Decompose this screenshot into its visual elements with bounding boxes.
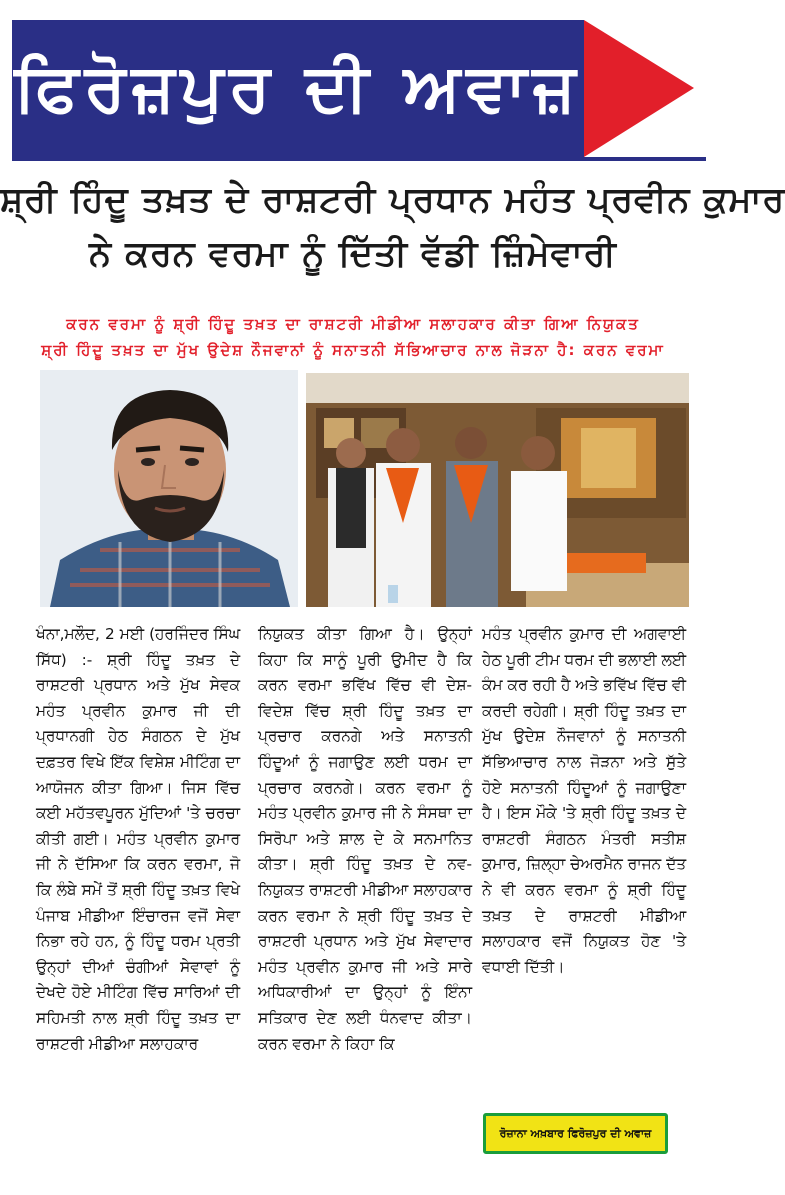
headline-line-2: ਨੇ ਕਰਨ ਵਰਮਾ ਨੂੰ ਦਿੱਤੀ ਵੱਡੀ ਜ਼ਿੰਮੇਵਾਰੀ: [89, 234, 617, 274]
newspaper-badge: ਰੋਜ਼ਾਨਾ ਅਖ਼ਬਾਰ ਫਿਰੋਜ਼ਪੁਰ ਦੀ ਅਵਾਜ਼: [483, 1113, 668, 1154]
article-column-1: ਖੰਨਾ,ਮਲੌਦ, 2 ਮਈ (ਹਰਜਿੰਦਰ ਸਿੰਘ ਸਿੱਧ) :- ਸ਼੍ਰੀ ਹਿੰਦੂ ਤਖ਼ਤ ਦੇ ਰਾਸ਼ਟਰੀ ਪ੍ਰਧਾਨ ਅਤੇ ਮੁੱਖ ਸੇਵਕ ਮਹੰਤ ਪ੍ਰਵੀਨ ਕੁਮਾਰ ਜੀ ਦੀ ਪ੍ਰਧਾਨਗੀ ਹੇਠ ਸੰਗਠਨ ਦੇ ਮੁੱਖ ਦਫ਼ਤਰ ਵਿਖੇ ਇੱਕ ਵਿਸ਼ੇਸ਼ ਮੀਟਿੰਗ ਦਾ ਆਯੋਜਨ ਕੀਤਾ ਗਿਆ। ਜਿਸ ਵਿੱਚ ਕਈ ਮਹੱਤਵਪੂਰਨ ਮੁੱਦਿਆਂ 'ਤੇ ਚਰਚਾ ਕੀਤੀ ਗਈ। ਮਹੰਤ ਪ੍ਰਵੀਨ ਕੁਮਾਰ ਜੀ ਨੇ ਦੱਸਿਆ ਕਿ ਕਰਨ ਵਰਮਾ, ਜੋ ਕਿ ਲੰਬੇ ਸਮੇਂ ਤੋਂ ਸ਼੍ਰੀ ਹਿੰਦੂ ਤਖ਼ਤ ਵਿਖੇ ਪੰਜਾਬ ਮੀਡੀਆ ਇੰਚਾਰਜ ਵਜੋਂ ਸੇਵਾ ਨਿਭਾ ਰਹੇ ਹਨ, ਨੂੰ ਹਿੰਦੂ ਧਰਮ ਪ੍ਰਤੀ ਉਨ੍ਹਾਂ ਦੀਆਂ ਚੰਗੀਆਂ ਸੇਵਾਵਾਂ ਨੂੰ ਦੇਖਦੇ ਹੋਏ ਮੀਟਿੰਗ ਵਿੱਚ ਸਾਰਿਆਂ ਦੀ ਸਹਿਮਤੀ ਨਾਲ ਸ਼੍ਰੀ ਹਿੰਦੂ ਤਖ਼ਤ ਦਾ ਰਾਸ਼ਟਰੀ ਮੀਡੀਆ ਸਲਾਹਕਾਰ: [36, 625, 240, 1053]
subheading-1: ਕਰਨ ਵਰਮਾ ਨੂੰ ਸ਼੍ਰੀ ਹਿੰਦੂ ਤਖ਼ਤ ਦਾ ਰਾਸ਼ਟਰੀ ਮੀਡੀਆ ਸਲਾਹਕਾਰ ਕੀਤਾ ਗਿਆ ਨਿਯੁਕਤ: [66, 315, 640, 333]
article-column-3: ਮਹੰਤ ਪ੍ਰਵੀਨ ਕੁਮਾਰ ਦੀ ਅਗਵਾਈ ਹੇਠ ਪੂਰੀ ਟੀਮ ਧਰਮ ਦੀ ਭਲਾਈ ਲਈ ਕੰਮ ਕਰ ਰਹੀ ਹੈ ਅਤੇ ਭਵਿੱਖ ਵਿੱਚ ਵੀ ਕਰਦੀ ਰਹੇਗੀ। ਸ਼੍ਰੀ ਹਿੰਦੂ ਤਖ਼ਤ ਦਾ ਮੁੱਖ ਉਦੇਸ਼ ਨੌਜਵਾਨਾਂ ਨੂੰ ਸਨਾਤਨੀ ਸੱਭਿਆਚਾਰ ਨਾਲ ਜੋੜਨਾ ਅਤੇ ਸੁੱਤੇ ਹੋਏ ਸਨਾਤਨੀ ਹਿੰਦੂਆਂ ਨੂੰ ਜਗਾਉਣਾ ਹੈ। ਇਸ ਮੌਕੇ 'ਤੇ ਸ਼੍ਰੀ ਹਿੰਦੂ ਤਖ਼ਤ ਦੇ ਰਾਸ਼ਟਰੀ ਸੰਗਠਨ ਮੰਤਰੀ ਸਤੀਸ਼ ਕੁਮਾਰ, ਜ਼ਿਲ੍ਹਾ ਚੇਅਰਮੈਨ ਰਾਜਨ ਦੱਤ ਨੇ ਵੀ ਕਰਨ ਵਰਮਾ ਨੂੰ ਸ਼੍ਰੀ ਹਿੰਦੂ ਤਖ਼ਤ ਦੇ ਰਾਸ਼ਟਰੀ ਮੀਡੀਆ ਸਲਾਹਕਾਰ ਵਜੋਂ ਨਿਯੁਕਤ ਹੋਣ 'ਤੇ ਵਧਾਈ ਦਿੱਤੀ।: [482, 625, 686, 976]
article-body: [0, 622, 706, 1192]
masthead-arrow: [584, 20, 694, 157]
subheading-2: ਸ਼੍ਰੀ ਹਿੰਦੂ ਤਖ਼ਤ ਦਾ ਮੁੱਖ ਉਦੇਸ਼ ਨੌਜਵਾਨਾਂ ਨੂੰ ਸਨਾਤਨੀ ਸੱਭਿਆਚਾਰ ਨਾਲ ਜੋੜਨਾ ਹੈ: ਕਰਨ ਵਰਮਾ: [41, 341, 665, 359]
article-column-2: ਨਿਯੁਕਤ ਕੀਤਾ ਗਿਆ ਹੈ। ਉਨ੍ਹਾਂ ਕਿਹਾ ਕਿ ਸਾਨੂੰ ਪੂਰੀ ਉਮੀਦ ਹੈ ਕਿ ਕਰਨ ਵਰਮਾ ਭਵਿੱਖ ਵਿੱਚ ਵੀ ਦੇਸ਼-ਵਿਦੇਸ਼ ਵਿੱਚ ਸ਼੍ਰੀ ਹਿੰਦੂ ਤਖ਼ਤ ਦਾ ਪ੍ਰਚਾਰ ਕਰਨਗੇ ਅਤੇ ਸਨਾਤਨੀ ਹਿੰਦੂਆਂ ਨੂੰ ਜਗਾਉਣ ਲਈ ਧਰਮ ਦਾ ਪ੍ਰਚਾਰ ਕਰਨਗੇ। ਕਰਨ ਵਰਮਾ ਨੂੰ ਮਹੰਤ ਪ੍ਰਵੀਨ ਕੁਮਾਰ ਜੀ ਨੇ ਸੰਸਥਾ ਦਾ ਸਿਰੋਪਾ ਅਤੇ ਸ਼ਾਲ ਦੇ ਕੇ ਸਨਮਾਨਿਤ ਕੀਤਾ। ਸ਼੍ਰੀ ਹਿੰਦੂ ਤਖ਼ਤ ਦੇ ਨਵ-ਨਿਯੁਕਤ ਰਾਸ਼ਟਰੀ ਮੀਡੀਆ ਸਲਾਹਕਾਰ ਕਰਨ ਵਰਮਾ ਨੇ ਸ਼੍ਰੀ ਹਿੰਦੂ ਤਖ਼ਤ ਦੇ ਰਾਸ਼ਟਰੀ ਪ੍ਰਧਾਨ ਅਤੇ ਮੁੱਖ ਸੇਵਾਦਾਰ ਮਹੰਤ ਪ੍ਰਵੀਨ ਕੁਮਾਰ ਜੀ ਅਤੇ ਸਾਰੇ ਅਧਿਕਾਰੀਆਂ ਦਾ ਉਨ੍ਹਾਂ ਨੂੰ ਇੰਨਾ ਸਤਿਕਾਰ ਦੇਣ ਲਈ ਧੰਨਵਾਦ ਕੀਤਾ। ਕਰਨ ਵਰਮਾ ਨੇ ਕਿਹਾ ਕਿ: [258, 625, 472, 1053]
masthead-banner: [12, 20, 584, 157]
portrait-photo: [40, 370, 298, 607]
masthead-title: ਫਿਰੋਜ਼ਪੁਰ ਦੀ ਅਵਾਜ਼: [14, 49, 582, 126]
group-photo: [306, 373, 689, 607]
headline-line-1: ਸ਼੍ਰੀ ਹਿੰਦੂ ਤਖ਼ਤ ਦੇ ਰਾਸ਼ਟਰੀ ਪ੍ਰਧਾਨ ਮਹੰਤ ਪ੍ਰਵੀਨ ਕੁਮਾਰ: [0, 180, 785, 220]
masthead-rule: [12, 157, 706, 161]
